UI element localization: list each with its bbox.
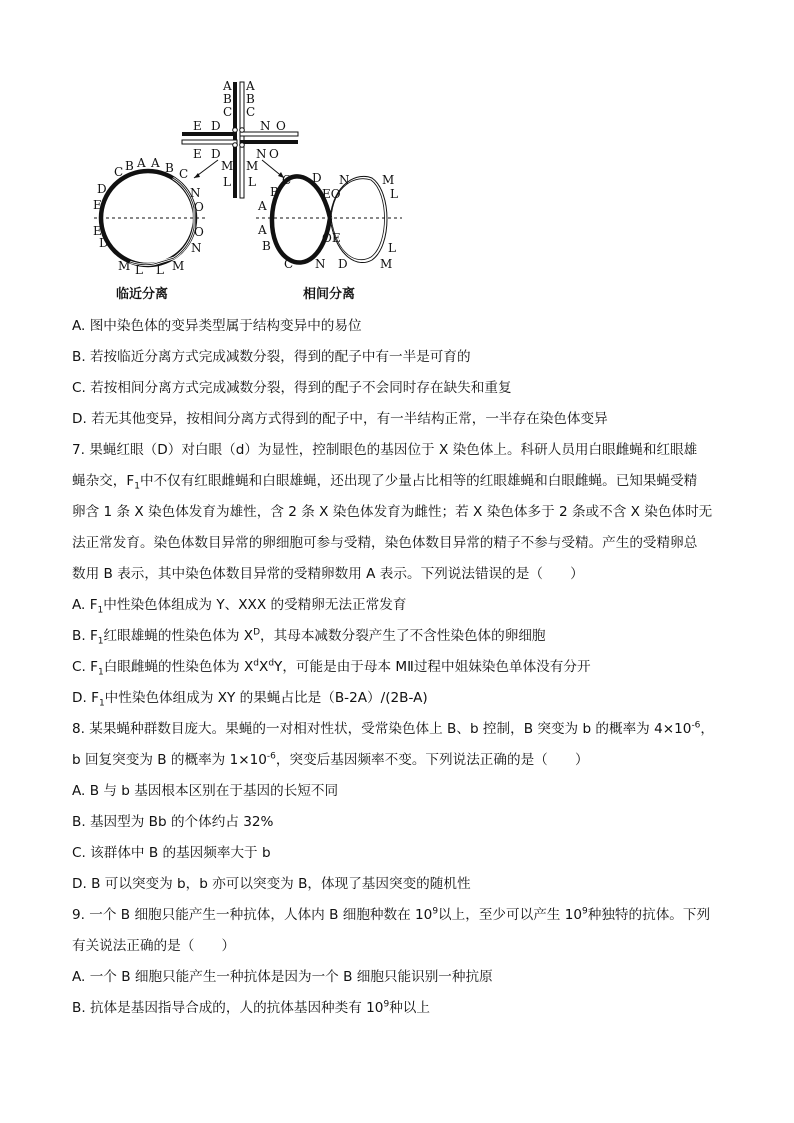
chromosome-figure bbox=[90, 74, 440, 306]
svg-text:N: N bbox=[339, 173, 350, 187]
svg-text:B: B bbox=[223, 92, 232, 106]
svg-text:O: O bbox=[194, 225, 204, 239]
translocation-diagram bbox=[90, 74, 440, 306]
svg-text:M: M bbox=[246, 159, 259, 173]
svg-text:C: C bbox=[179, 167, 189, 181]
svg-text:D: D bbox=[211, 147, 221, 161]
svg-text:D: D bbox=[312, 171, 322, 185]
svg-text:E: E bbox=[93, 224, 102, 238]
svg-text:A: A bbox=[246, 79, 255, 93]
svg-text:E: E bbox=[93, 198, 102, 212]
q8-option-a: A. B 与 b 基因根本区别在于基因的长短不同 bbox=[72, 783, 339, 799]
q9-option-a: A. 一个 B 细胞只能产生一种抗体是因为一个 B 细胞只能识别一种抗原 bbox=[72, 969, 493, 985]
q7-stem-line4: 法正常发育。染色体数目异常的卵细胞可参与受精，染色体数目异常的精子不参与受精。产生的受精卵总 bbox=[72, 535, 698, 551]
svg-text:C: C bbox=[284, 257, 294, 271]
svg-text:OE: OE bbox=[322, 231, 341, 245]
svg-text:L: L bbox=[388, 241, 396, 255]
svg-text:M: M bbox=[380, 257, 393, 271]
q9-stem-line1: 9. 一个 B 细胞只能产生一种抗体，人体内 B 细胞种数在 $10^9$以上，至少可以产生 $10^9$种独特的抗体。下列 bbox=[72, 906, 711, 923]
svg-text:D: D bbox=[97, 182, 107, 196]
centromere bbox=[233, 143, 238, 148]
svg-text:N: N bbox=[191, 241, 202, 255]
svg-text:A: A bbox=[223, 79, 232, 93]
svg-text:C: C bbox=[246, 105, 256, 119]
q6-option-b: B. 若按临近分离方式完成减数分裂，得到的配子中有一半是可育的 bbox=[72, 349, 471, 365]
q7-stem-line1: 7. 果蝇红眼（D）对白眼（d）为显性，控制眼色的基因位于 X 染色体上。科研人员用白眼雌蝇和红眼雄 bbox=[72, 442, 698, 458]
svg-text:N: N bbox=[256, 147, 267, 161]
svg-text:B: B bbox=[125, 159, 134, 173]
svg-text:A: A bbox=[258, 199, 267, 213]
svg-text:A: A bbox=[151, 156, 160, 170]
caption-adjacent: 临近分离 bbox=[116, 287, 169, 302]
svg-text:L: L bbox=[390, 187, 398, 201]
svg-text:N: N bbox=[315, 257, 326, 271]
q6-option-c: C. 若按相间分离方式完成减数分裂，得到的配子不会同时存在缺失和重复 bbox=[72, 380, 512, 396]
q7-option-b: B. $F_1$红眼雄蝇的性染色体为 $X^D$，其母本减数分裂产生了不含性染色体的卵细胞 bbox=[72, 627, 546, 647]
q8-option-c: C. 该群体中 B 的基因频率大于 b bbox=[72, 845, 271, 861]
svg-text:O: O bbox=[276, 119, 286, 133]
svg-text:O: O bbox=[194, 200, 204, 214]
horizontal-chromosome-dark-right bbox=[240, 140, 298, 144]
horizontal-chromosome-light-left bbox=[182, 140, 237, 144]
svg-text:C: C bbox=[114, 165, 124, 179]
q9-option-b: B. 抗体是基因指导合成的，人的抗体基因种类有 $10^9$种以上 bbox=[72, 999, 430, 1016]
q6-option-d: D. 若无其他变异，按相间分离方式得到的配子中，有一半结构正常，一半存在染色体变异 bbox=[72, 411, 608, 427]
svg-text:D: D bbox=[211, 119, 221, 133]
q7-option-c: C. $F_1$白眼雌蝇的性染色体为 $X^dX^dY$，可能是由于母本 MⅡ过程中姐妹染色单体没有分开 bbox=[72, 658, 591, 678]
svg-text:M: M bbox=[172, 259, 185, 273]
q7-option-d: D. $F_1$中性染色体组成为 XY 的果蝇占比是（B-2A）/(2B-A) bbox=[72, 690, 428, 709]
centromere bbox=[240, 128, 245, 133]
svg-text:E: E bbox=[193, 119, 202, 133]
svg-text:L: L bbox=[135, 263, 143, 277]
svg-text:L: L bbox=[223, 175, 231, 189]
q8-stem-line1: 8. 某果蝇种群数目庞大。果蝇的一对相对性状，受常染色体上 B、b 控制，B 突变为 b 的概率为 $4\times 10^{-6}$， bbox=[72, 720, 715, 737]
q9-stem-line2: 有关说法正确的是（ ） bbox=[72, 938, 236, 954]
centromere bbox=[240, 143, 245, 148]
adjacent-segregation-ring bbox=[93, 156, 208, 302]
svg-text:N: N bbox=[260, 119, 271, 133]
svg-text:M: M bbox=[221, 159, 234, 173]
svg-text:M: M bbox=[118, 259, 131, 273]
q8-stem-line2: b 回复突变为 B 的概率为 $1\times 10^{-6}$，突变后基因频率不变。下列说法正确的是（ ） bbox=[72, 751, 589, 768]
q7-stem-line2: 蝇杂交，$F_1$中不仅有红眼雌蝇和白眼雄蝇，还出现了少量占比相等的红眼雄蝇和白眼雌蝇。已知果蝇受精 bbox=[72, 473, 698, 492]
q8-option-b: B. 基因型为 Bb 的个体约占 32% bbox=[72, 814, 274, 830]
q7-stem-line3: 卵含 1 条 X 染色体发育为雄性，含 2 条 X 染色体发育为雌性；若 X 染色体多于 2 条或不含 X 染色体时无 bbox=[72, 504, 713, 520]
svg-text:O: O bbox=[269, 147, 279, 161]
q6-option-a: A. 图中染色体的变异类型属于结构变异中的易位 bbox=[72, 318, 362, 334]
svg-text:B: B bbox=[246, 92, 255, 106]
svg-text:B: B bbox=[262, 239, 271, 253]
svg-text:N: N bbox=[190, 186, 201, 200]
centromere bbox=[233, 128, 238, 133]
svg-text:A: A bbox=[137, 156, 146, 170]
q8-option-d: D. B 可以突变为 b，b 亦可以突变为 B，体现了基因突变的随机性 bbox=[72, 876, 471, 892]
svg-text:D: D bbox=[338, 257, 348, 271]
caption-alternate: 相间分离 bbox=[303, 287, 356, 302]
svg-text:L: L bbox=[248, 175, 256, 189]
alternate-segregation-figure bbox=[256, 171, 402, 302]
svg-text:B: B bbox=[165, 161, 174, 175]
svg-text:EO: EO bbox=[322, 187, 341, 201]
svg-text:M: M bbox=[382, 173, 395, 187]
svg-text:E: E bbox=[193, 147, 202, 161]
svg-text:C: C bbox=[282, 173, 292, 187]
svg-text:B: B bbox=[270, 185, 279, 199]
horizontal-chromosome-dark-left bbox=[182, 132, 237, 136]
svg-text:D: D bbox=[99, 236, 109, 250]
svg-text:C: C bbox=[223, 105, 233, 119]
svg-text:L: L bbox=[156, 263, 164, 277]
q7-option-a: A. $F_1$中性染色体组成为 Y、XXX 的受精卵无法正常发育 bbox=[72, 597, 407, 616]
svg-text:A: A bbox=[258, 223, 267, 237]
q7-stem-line5: 数用 B 表示，其中染色体数目异常的受精卵数用 A 表示。下列说法错误的是（ ） bbox=[72, 566, 584, 582]
